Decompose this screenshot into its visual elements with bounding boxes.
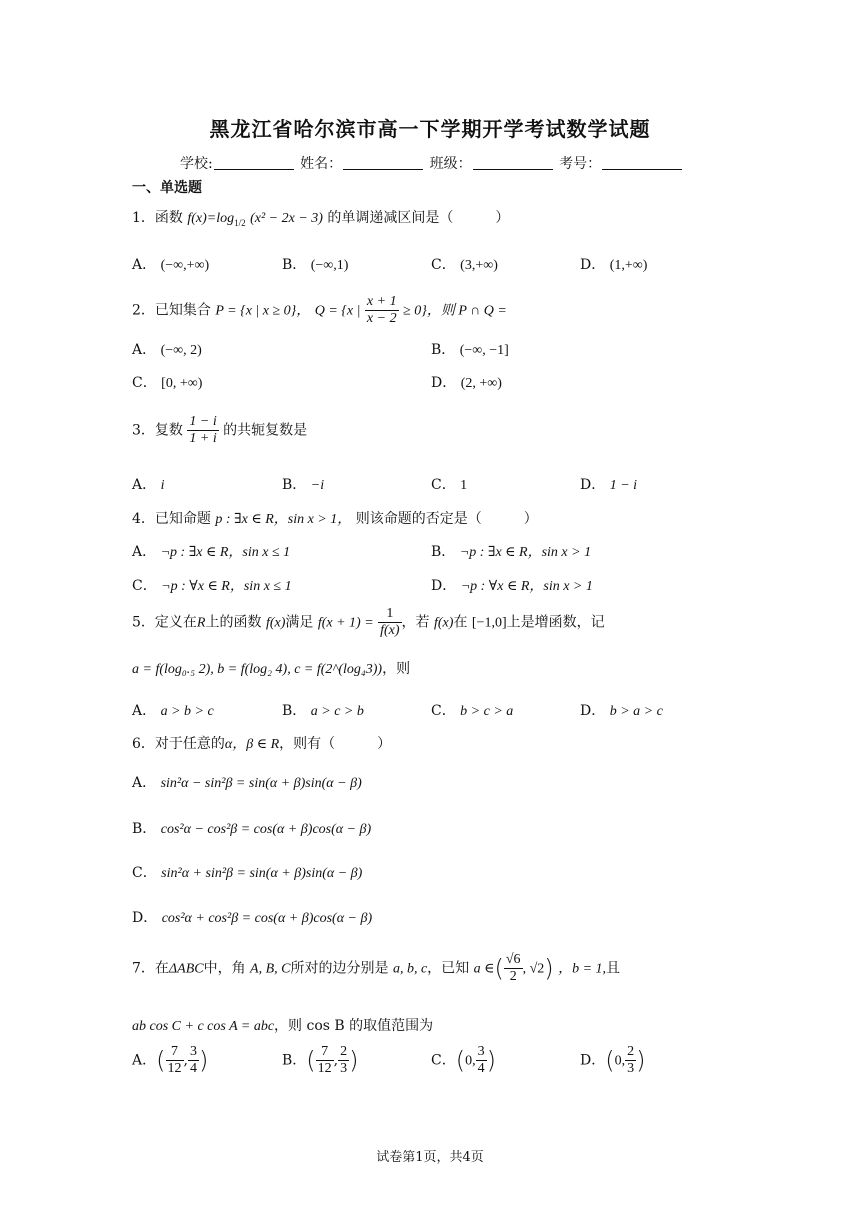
q3-option-d[interactable]: D． 1 − i [580, 477, 638, 493]
q5-fraction: $\frac{1}{f(x)}$ [380, 606, 400, 638]
question-4 [132, 508, 538, 528]
q7-sqrt6-fraction: $\frac{√6}{2}$ [505, 952, 521, 984]
q3-option-c[interactable]: C． 1 [431, 477, 468, 493]
question-2 [132, 294, 507, 327]
q7-line2-post: ，则 cos B 的取值范围为 [274, 1018, 434, 1034]
q4-stem-post: 则该命题的否定是（ ） [355, 511, 538, 527]
q7-condition: ab cos C + c cos A = abc [132, 1019, 275, 1034]
q2-set-p: P = {x | x ≥ 0}， [215, 303, 311, 319]
q1-option-d[interactable]: D． (1,+∞) [580, 257, 648, 273]
question-5: 5．定义在R上的函数 f(x)满足 f(x + 1) = $\frac{1}{f(x)}$ ，若 f(x)在 [−1,0]上是增函数，记 [132, 606, 605, 638]
q3-option-b[interactable]: B． −i [282, 477, 325, 493]
number-blank [602, 155, 682, 170]
q4-option-d[interactable]: D． ¬p : ∀x ∈ R，sin x > 1 [431, 578, 593, 594]
q2-option-b[interactable]: B． (−∞, −1] [431, 342, 509, 358]
q7-line-2 [132, 1015, 433, 1035]
q5-option-b[interactable]: B． a > c > b [282, 703, 364, 719]
q5-option-c[interactable]: C． b > c > a [431, 703, 514, 719]
q4-stem: 4．已知命题 [132, 511, 211, 527]
page-footer: 试卷第1页，共4页 [376, 1150, 484, 1165]
name-blank [343, 155, 423, 170]
q1-stem: 1．函数 [132, 210, 183, 226]
school-label: 学校: [180, 156, 213, 172]
q1-option-a[interactable]: A． (−∞,+∞) [132, 257, 210, 273]
q5-definitions: a = f(log₀.₅ 2), b = f(log₂ 4), c = f(2^(log₄3)) [132, 662, 383, 677]
q6-option-c[interactable]: C． sin²α + sin²β = sin(α + β)sin(α − β) [132, 865, 363, 881]
q2-option-c[interactable]: C． [0, +∞) [132, 375, 203, 391]
q5-option-d[interactable]: D． b > a > c [580, 703, 663, 719]
page-title: 黑龙江省哈尔滨市高一下学期开学考试数学试题 [209, 117, 651, 141]
q6-option-a[interactable]: A． sin²α − sin²β = sin(α + β)sin(α − β) [132, 775, 362, 791]
question-7: 7．在ΔABC中，角 A, B, C所对的边分别是 a, b, c，已知 a ∈( $\frac{√6}{2}$ , √2) ，b = 1,且 [132, 952, 621, 984]
q1-option-b[interactable]: B． (−∞,1) [282, 257, 349, 273]
q6-option-b[interactable]: B． cos²α − cos²β = cos(α + β)cos(α − β) [132, 821, 372, 837]
q1-func: f(x)=log [187, 211, 235, 226]
class-label: 班级： [429, 156, 472, 172]
class-blank [473, 155, 553, 170]
q3-option-a[interactable]: A． i [132, 477, 165, 493]
q1-base: 1/2 [234, 217, 246, 228]
q1-stem-post: 的单调递减区间是（ ） [327, 210, 510, 226]
q4-option-c[interactable]: C． ¬p : ∀x ∈ R，sin x ≤ 1 [132, 578, 292, 594]
q7-option-b[interactable]: B．( $\frac{7}{12}$ , $\frac{2}{3}$ ) [282, 1044, 359, 1076]
question-3 [132, 414, 307, 447]
q3-fraction: $\frac{1 - i}{1 + i}$ [189, 414, 217, 446]
q7-option-d[interactable]: D．(0, $\frac{2}{3}$ ) [580, 1044, 646, 1076]
name-label: 姓名： [300, 156, 343, 172]
q5-line-2 [132, 658, 410, 678]
q5-option-a[interactable]: A． a > b > c [132, 703, 214, 719]
q2-option-a[interactable]: A． (−∞, 2) [132, 342, 202, 358]
section-heading: 一、单选题 [132, 180, 202, 196]
student-info-line [180, 153, 684, 173]
q1-arg: (x² − 2x − 3) [250, 211, 323, 226]
q4-option-a[interactable]: A． ¬p : ∃x ∈ R，sin x ≤ 1 [132, 544, 291, 560]
q2-fraction: $\frac{x + 1}{x - 2}$ [366, 294, 397, 326]
q1-option-c[interactable]: C． (3,+∞) [431, 257, 498, 273]
q2-option-d[interactable]: D． (2, +∞) [431, 375, 502, 391]
q4-proposition: p : ∃x ∈ R，sin x > 1， [215, 512, 352, 527]
q6-option-d[interactable]: D． cos²α + cos²β = cos(α + β)cos(α − β) [132, 910, 373, 926]
q3-stem-post: 的共轭复数是 [223, 422, 308, 439]
q7-option-a[interactable]: A．( $\frac{7}{12}$ , $\frac{3}{4}$ ) [132, 1044, 209, 1076]
question-6: 6．对于任意的α，β ∈ R，则有（ ） [132, 736, 392, 752]
q2-set-q: Q = {x | [314, 303, 361, 319]
question-1 [132, 207, 509, 228]
q5-line2-post: ，则 [382, 661, 411, 677]
q4-option-b[interactable]: B． ¬p : ∃x ∈ R，sin x > 1 [431, 544, 592, 560]
school-blank [214, 155, 294, 170]
q7-option-c[interactable]: C．(0, $\frac{3}{4}$ ) [431, 1044, 496, 1076]
q3-stem: 3．复数 [132, 422, 183, 439]
number-label: 考号： [559, 156, 602, 172]
q2-stem-post: ≥ 0}，则 P ∩ Q = [403, 303, 507, 319]
q2-stem: 2．已知集合 [132, 302, 211, 319]
